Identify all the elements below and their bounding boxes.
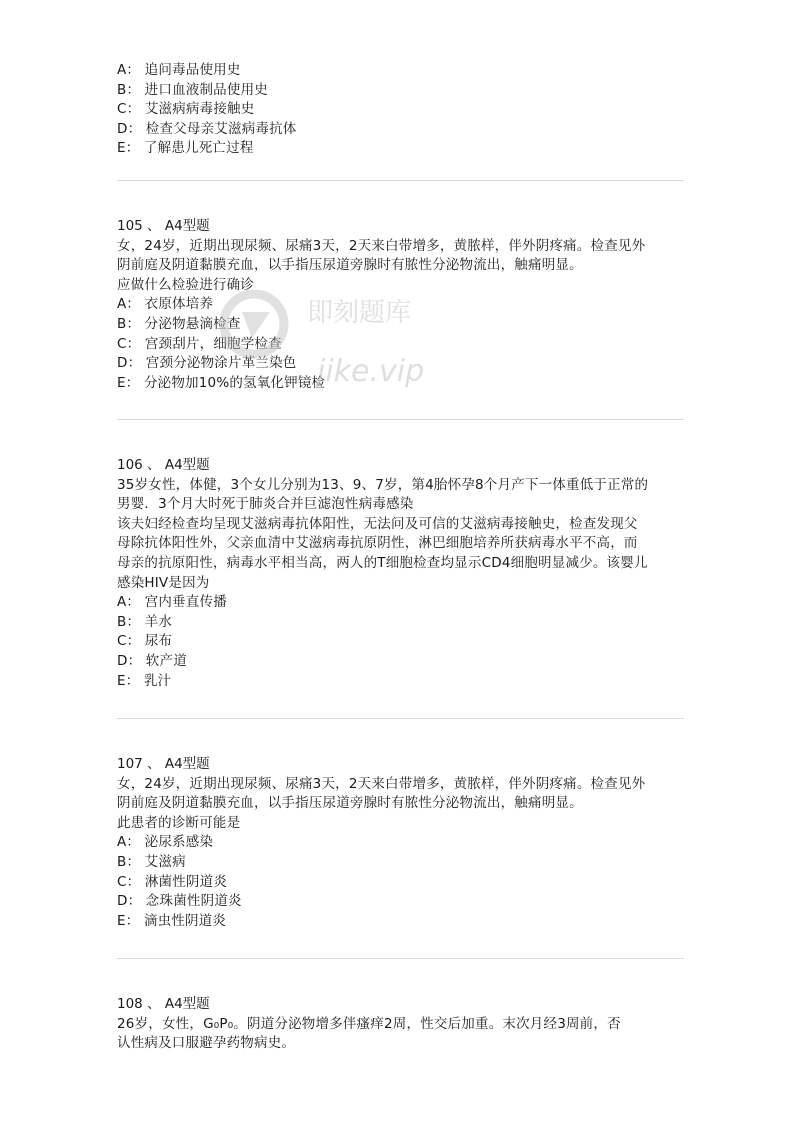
- option-b[interactable]: B： 分泌物悬滴检查: [117, 315, 241, 332]
- question-108: [117, 995, 687, 1054]
- question-stem-line: 阴前庭及阴道黏膜充血，以手指压尿道旁腺时有脓性分泌物流出，触痛明显。: [117, 257, 583, 274]
- option-c[interactable]: C： 淋菌性阴道炎: [117, 873, 228, 890]
- option-e[interactable]: E： 了解患儿死亡过程: [117, 140, 254, 157]
- question-stem-line: 26岁，女性，G₀P₀。阴道分泌物增多伴瘙痒2周，性交后加重。末次月经3周前，否: [117, 1015, 621, 1032]
- question-stem-line: 应做什么检验进行确诊: [117, 276, 254, 293]
- question-divider: [117, 958, 684, 959]
- watermark-text-en: jike.vip: [317, 354, 425, 389]
- question-107: [117, 755, 687, 931]
- question-105: [117, 217, 687, 393]
- option-c[interactable]: C： 宫颈刮片，细胞学检查: [117, 335, 282, 352]
- question-header: 106 、 A4型题: [117, 457, 210, 473]
- question-stem-line: 母除抗体阳性外，父亲血清中艾滋病毒抗原阴性，淋巴细胞培养所获病毒水平不高，而: [117, 535, 638, 552]
- question-stem-line: 母亲的抗原阳性，病毒水平相当高，两人的T细胞检查均显示CD4细胞明显减少。该婴儿: [117, 554, 648, 571]
- question-stem-line: 男婴．3个月大时死于肺炎合并巨滤泡性病毒感染: [117, 496, 414, 513]
- question-106: [117, 456, 687, 691]
- question-stem-line: 女，24岁，近期出现尿频、尿痛3天，2天来白带增多，黄脓样，伴外阴疼痛。检查见外: [117, 237, 646, 254]
- watermark-text-cn: 即刻题库: [307, 298, 412, 328]
- option-a[interactable]: A： 泌尿系感染: [117, 834, 214, 851]
- question-stem-line: 此患者的诊断可能是: [117, 814, 241, 831]
- question-header: 108 、 A4型题: [117, 996, 210, 1012]
- option-c[interactable]: C： 艾滋病病毒接触史: [117, 101, 255, 118]
- option-c[interactable]: C： 尿布: [117, 633, 173, 650]
- option-a[interactable]: A： 宫内垂直传播: [117, 594, 227, 611]
- option-e[interactable]: E： 乳汁: [117, 672, 172, 689]
- question-stem-line: 该夫妇经检查均呈现艾滋病毒抗体阳性，无法问及可信的艾滋病毒接触史，检查发现父: [117, 515, 638, 532]
- question-divider: [117, 419, 684, 420]
- option-e[interactable]: E： 分泌物加10%的氢氧化钾镜检: [117, 374, 326, 391]
- question-stem-line: 女，24岁，近期出现尿频、尿痛3天，2天来白带增多，黄脓样，伴外阴疼痛。检查见外: [117, 775, 646, 792]
- option-d[interactable]: D： 检查父母亲艾滋病毒抗体: [117, 120, 297, 137]
- option-d[interactable]: D： 软产道: [117, 652, 187, 669]
- option-b[interactable]: B： 艾滋病: [117, 853, 186, 870]
- option-b[interactable]: B： 羊水: [117, 613, 173, 630]
- option-b[interactable]: B： 进口血液制品使用史: [117, 81, 268, 98]
- question-header: 107 、 A4型题: [117, 756, 210, 772]
- question-stem-line: 感染HIV是因为: [117, 574, 210, 591]
- question-stem-line: 认性病及口服避孕药物病史。: [117, 1035, 296, 1052]
- question-stem-line: 阴前庭及阴道黏膜充血，以手指压尿道旁腺时有脓性分泌物流出，触痛明显。: [117, 795, 583, 812]
- question-stem-line: 35岁女性，体健，3个女儿分别为13、9、7岁，第4胎怀孕8个月产下一体重低于正常的: [117, 476, 649, 493]
- question-header: 105 、 A4型题: [117, 218, 210, 234]
- option-d[interactable]: D： 念珠菌性阴道炎: [117, 893, 242, 910]
- option-d[interactable]: D： 宫颈分泌物涂片革兰染色: [117, 355, 297, 372]
- option-e[interactable]: E： 滴虫性阴道炎: [117, 912, 227, 929]
- prev-question-options: [117, 61, 687, 159]
- option-a[interactable]: A： 衣原体培养: [117, 296, 214, 313]
- question-divider: [117, 718, 684, 719]
- option-a[interactable]: A： 追问毒品使用史: [117, 62, 241, 78]
- question-divider: [117, 180, 684, 181]
